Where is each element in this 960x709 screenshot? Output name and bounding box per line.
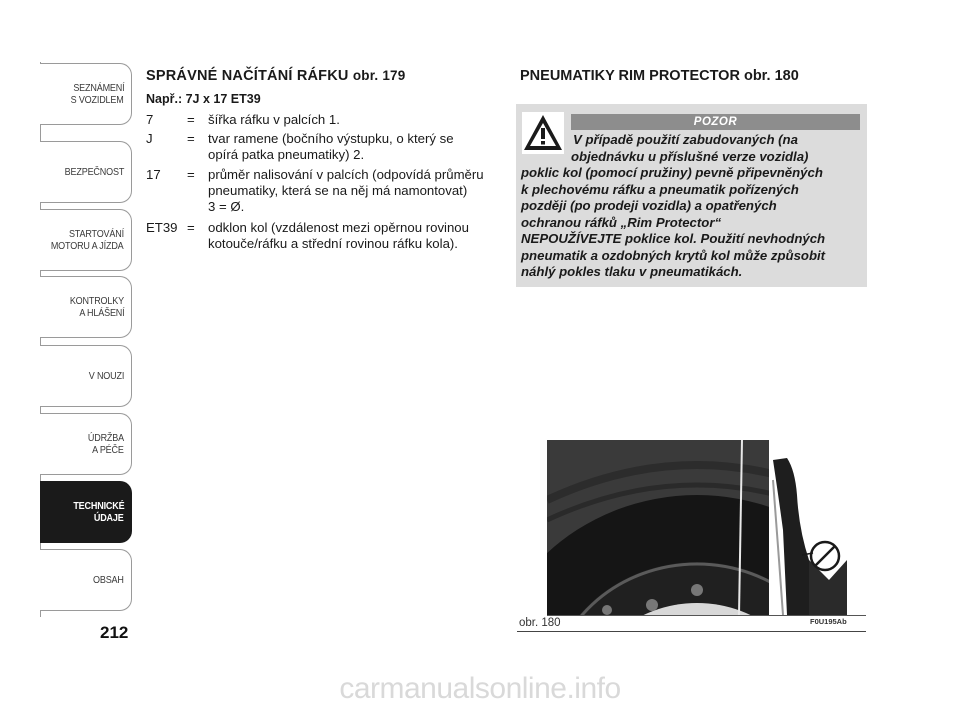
definition-term: ET39 [146, 220, 178, 235]
definition-line: pneumatiky, která se na něj má namontovat) [208, 183, 468, 198]
definition-line: průměr nalisování v palcích (odpovídá průměru [208, 167, 484, 182]
definition-equals: = [187, 220, 195, 235]
section-heading-rim-protector [520, 68, 799, 84]
sidebar-tab-label: OBSAH [93, 574, 124, 586]
heading-text: PNEUMATIKY RIM PROTECTOR [520, 68, 740, 84]
page-number: 212 [100, 623, 129, 642]
figure-code: F0U195Ab [810, 617, 847, 626]
sidebar-tab-label: A PÉČE [92, 444, 124, 456]
warning-line: V případě použití zabudovaných (na [573, 132, 798, 147]
definition-term: 17 [146, 167, 161, 182]
definition-line: tvar ramene (bočního výstupku, o který se [208, 131, 454, 146]
sidebar-tab-label: KONTROLKY [69, 295, 124, 307]
figure-caption: obr. 180 [519, 617, 561, 629]
heading-figure-ref: obr. 180 [743, 68, 799, 84]
warning-line: později (po prodeji vozidla) a opatřených [521, 198, 777, 213]
warning-line: NEPOUŽÍVEJTE poklice kol. Použití nevhodných [521, 231, 826, 246]
sidebar-tab-8[interactable] [40, 549, 132, 611]
warning-line: objednávku u příslušné verze vozidla) [571, 148, 809, 164]
sidebar-tab-7[interactable] [40, 481, 132, 543]
warning-line: ochranou ráfků „Rim Protector“ [521, 214, 722, 230]
definition-description [208, 131, 508, 163]
heading-text: SPRÁVNÉ NAČÍTÁNÍ RÁFKU [146, 68, 349, 84]
definition-line: 3 = Ø. [208, 199, 245, 214]
definition-description [208, 167, 508, 215]
figure-rule [517, 631, 866, 632]
heading-figure-ref: obr. 179 [352, 68, 406, 83]
definition-term: J [146, 131, 153, 146]
sidebar-tab-label: V NOUZI [88, 370, 124, 382]
warning-line: poklic kol (pomocí pružiny) pevně připevněných [521, 165, 823, 180]
sidebar-tab-label: ÚDRŽBA [87, 432, 124, 444]
definition-equals: = [187, 131, 195, 146]
definition-term: 7 [146, 112, 154, 127]
section-heading-rim-reading [146, 68, 405, 84]
warning-line: náhlý pokles tlaku v pneumatikách. [521, 264, 743, 279]
sidebar-tab-label: SEZNÁMENÍ [72, 82, 124, 94]
warning-label: POZOR [571, 114, 860, 130]
warning-line: pneumatik a ozdobných krytů kol může způsobit [521, 247, 826, 263]
sidebar-tab-4[interactable] [40, 276, 132, 338]
definition-equals: = [187, 112, 195, 127]
definition-line: kotouče/ráfku a střední rovinou ráfku kola). [208, 236, 458, 251]
sidebar-tab-label: STARTOVÁNÍ [69, 228, 124, 240]
sidebar-tab-6[interactable] [40, 413, 132, 475]
sidebar-tab-1[interactable] [40, 63, 132, 125]
rim-example: Např.: 7J x 17 ET39 [146, 92, 261, 106]
sidebar-tab-label: A HLÁŠENÍ [78, 307, 124, 319]
sidebar-tab-label: ÚDAJE [94, 512, 124, 524]
definition-line: odklon kol (vzdálenost mezi opěrnou rovinou [208, 220, 469, 235]
warning-text [521, 132, 866, 281]
definition-equals: = [187, 167, 195, 182]
sidebar-tab-2[interactable] [40, 141, 132, 203]
definition-line: opírá patka pneumatiky) 2. [208, 147, 365, 162]
figure-tire-rim-protector [547, 440, 866, 616]
definition-description [208, 220, 508, 252]
sidebar-tab-label: TECHNICKÉ [72, 500, 124, 512]
warning-line: k plechovému ráfku a pneumatik pořízených [521, 181, 799, 197]
watermark: carmanualsonline.info [339, 672, 621, 705]
sidebar-tab-label: MOTORU A JÍZDA [51, 240, 124, 252]
sidebar-tab-label: S VOZIDLEM [71, 94, 124, 106]
definition-description [208, 112, 508, 128]
sidebar-tab-label: BEZPEČNOST [64, 166, 124, 178]
sidebar-tab-3[interactable] [40, 209, 132, 271]
definition-line: šířka ráfku v palcích 1. [208, 112, 340, 127]
sidebar-tab-5[interactable] [40, 345, 132, 407]
